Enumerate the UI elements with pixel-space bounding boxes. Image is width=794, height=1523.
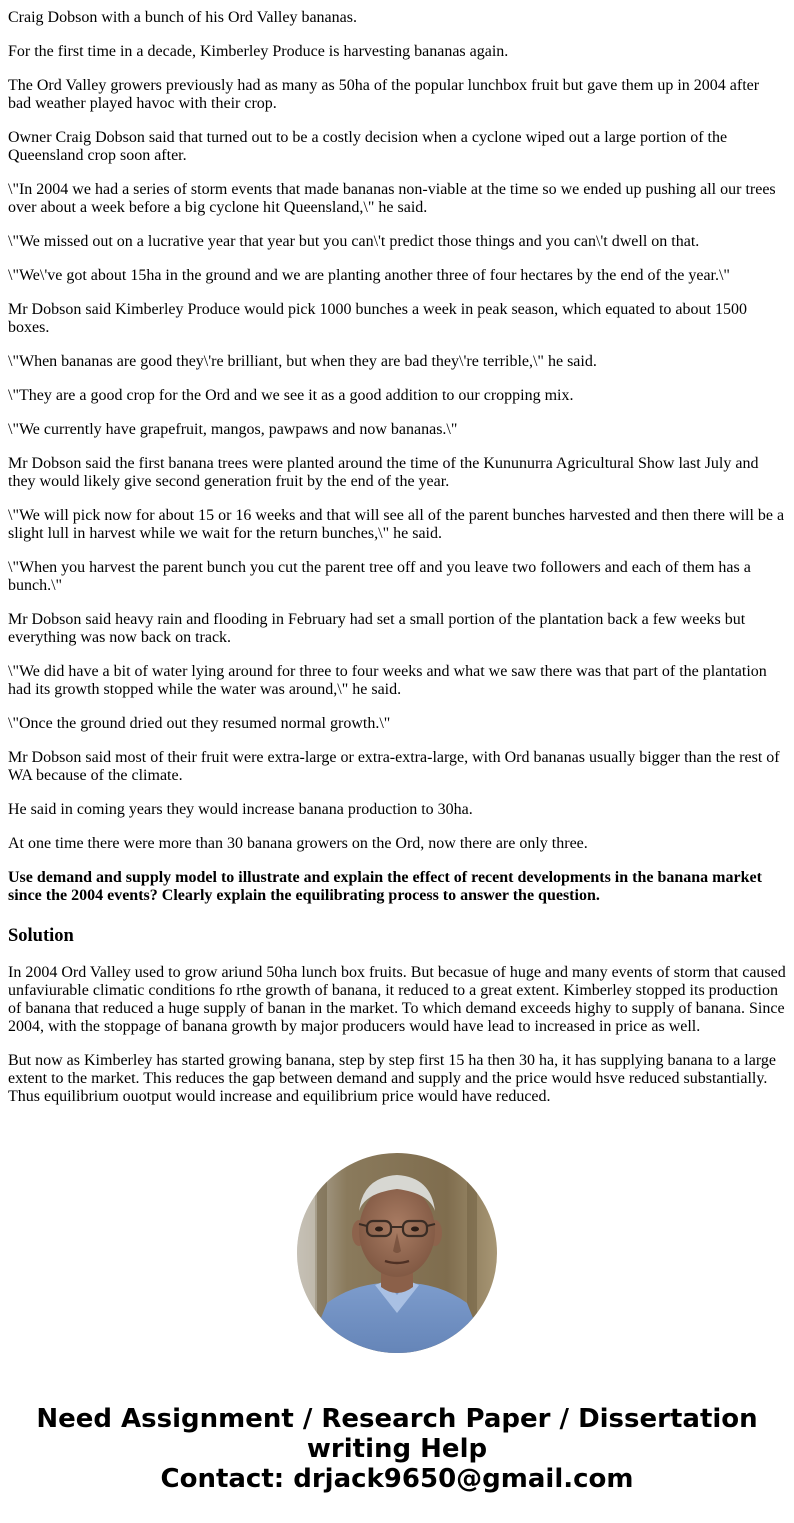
article-paragraph: Mr Dobson said Kimberley Produce would pick 1000 bunches a week in peak season, which equated to about 1500 boxes. (8, 301, 747, 336)
article-paragraph: \"We missed out on a lucrative year that year but you can\'t predict those things and you can\'t dwell on that. (8, 233, 700, 250)
footer-promo-line-1: Need Assignment / Research Paper / Dissertation (36, 1404, 758, 1434)
article-paragraph: Mr Dobson said heavy rain and flooding in February had set a small portion of the plantation back a few weeks but everything was now back on track. (8, 611, 746, 646)
article-paragraph: \"In 2004 we had a series of storm events that made bananas non-viable at the time so we ended up pushing all our trees over about a week before a big cyclone hit Queensland,\" he said. (8, 181, 776, 216)
solution-paragraph: In 2004 Ord Valley used to grow ariund 50ha lunch box fruits. But becasue of huge and many events of storm that caused unfaviurable climatic conditions fo rthe growth of banana, it reduced to a great extent. Kimberley stopped its production of banana that reduced a huge supply of banan in the market. To which demand exceeds highy to supply of banana. Since 2004, with the stoppage of banana growth by major producers would have lead to increased in price as well. (8, 964, 786, 1035)
photo-caption: Craig Dobson with a bunch of his Ord Valley bananas. (8, 9, 357, 26)
question-text: Use demand and supply model to illustrate and explain the effect of recent developments in the banana market since the 2004 events? Clearly explain the equilibrating process to answer the question. (8, 869, 762, 904)
article-paragraph: Owner Craig Dobson said that turned out to be a costly decision when a cyclone wiped out a large portion of the Queensland crop soon after. (8, 129, 728, 164)
footer-contact-email[interactable]: Contact: drjack9650@gmail.com (160, 1464, 634, 1494)
article-paragraph: \"When bananas are good they\'re brilliant, but when they are bad they\'re terrible,\" he said. (8, 353, 597, 370)
article-paragraph: For the first time in a decade, Kimberley Produce is harvesting bananas again. (8, 43, 509, 60)
article-paragraph: \"We did have a bit of water lying around for three to four weeks and what we saw there was that part of the plantation had its growth stopped while the water was around,\" he said. (8, 663, 767, 698)
footer-promo-line-2: writing Help (306, 1434, 488, 1464)
article-paragraph: Mr Dobson said the first banana trees were planted around the time of the Kununurra Agricultural Show last July and they would likely give second generation fruit by the end of the year. (8, 455, 759, 490)
author-avatar (297, 1153, 497, 1353)
article-paragraph: \"We\'ve got about 15ha in the ground and we are planting another three of four hectares by the end of the year.\" (8, 267, 730, 284)
article-paragraph: \"When you harvest the parent bunch you cut the parent tree off and you leave two followers and each of them has a bunch.\" (8, 559, 751, 594)
article-paragraph: Mr Dobson said most of their fruit were extra-large or extra-extra-large, with Ord bananas usually bigger than the rest of WA because of the climate. (8, 749, 780, 784)
article-paragraph: The Ord Valley growers previously had as many as 50ha of the popular lunchbox fruit but gave them up in 2004 after bad weather played havoc with their crop. (8, 77, 760, 112)
solution-paragraph: But now as Kimberley has started growing banana, step by step first 15 ha then 30 ha, it has supplying banana to a large extent to the market. This reduces the gap between demand and supply and the price would hsve reduced substantially. Thus equilibrium ouotput would increase and equilibrium price would have reduced. (8, 1052, 776, 1105)
article-paragraph: At one time there were more than 30 banana growers on the Ord, now there are only three. (8, 835, 588, 852)
article-paragraph: \"Once the ground dried out they resumed normal growth.\" (8, 715, 391, 732)
article-paragraph: \"We currently have grapefruit, mangos, pawpaws and now bananas.\" (8, 421, 458, 438)
article-paragraph: He said in coming years they would increase banana production to 30ha. (8, 801, 473, 818)
article-paragraph: \"They are a good crop for the Ord and we see it as a good addition to our cropping mix. (8, 387, 574, 404)
solution-heading: Solution (8, 926, 74, 946)
article-paragraph: \"We will pick now for about 15 or 16 weeks and that will see all of the parent bunches harvested and then there will be a slight lull in harvest while we wait for the return bunches,\" he said. (8, 507, 785, 542)
author-portrait-image (297, 1153, 497, 1353)
